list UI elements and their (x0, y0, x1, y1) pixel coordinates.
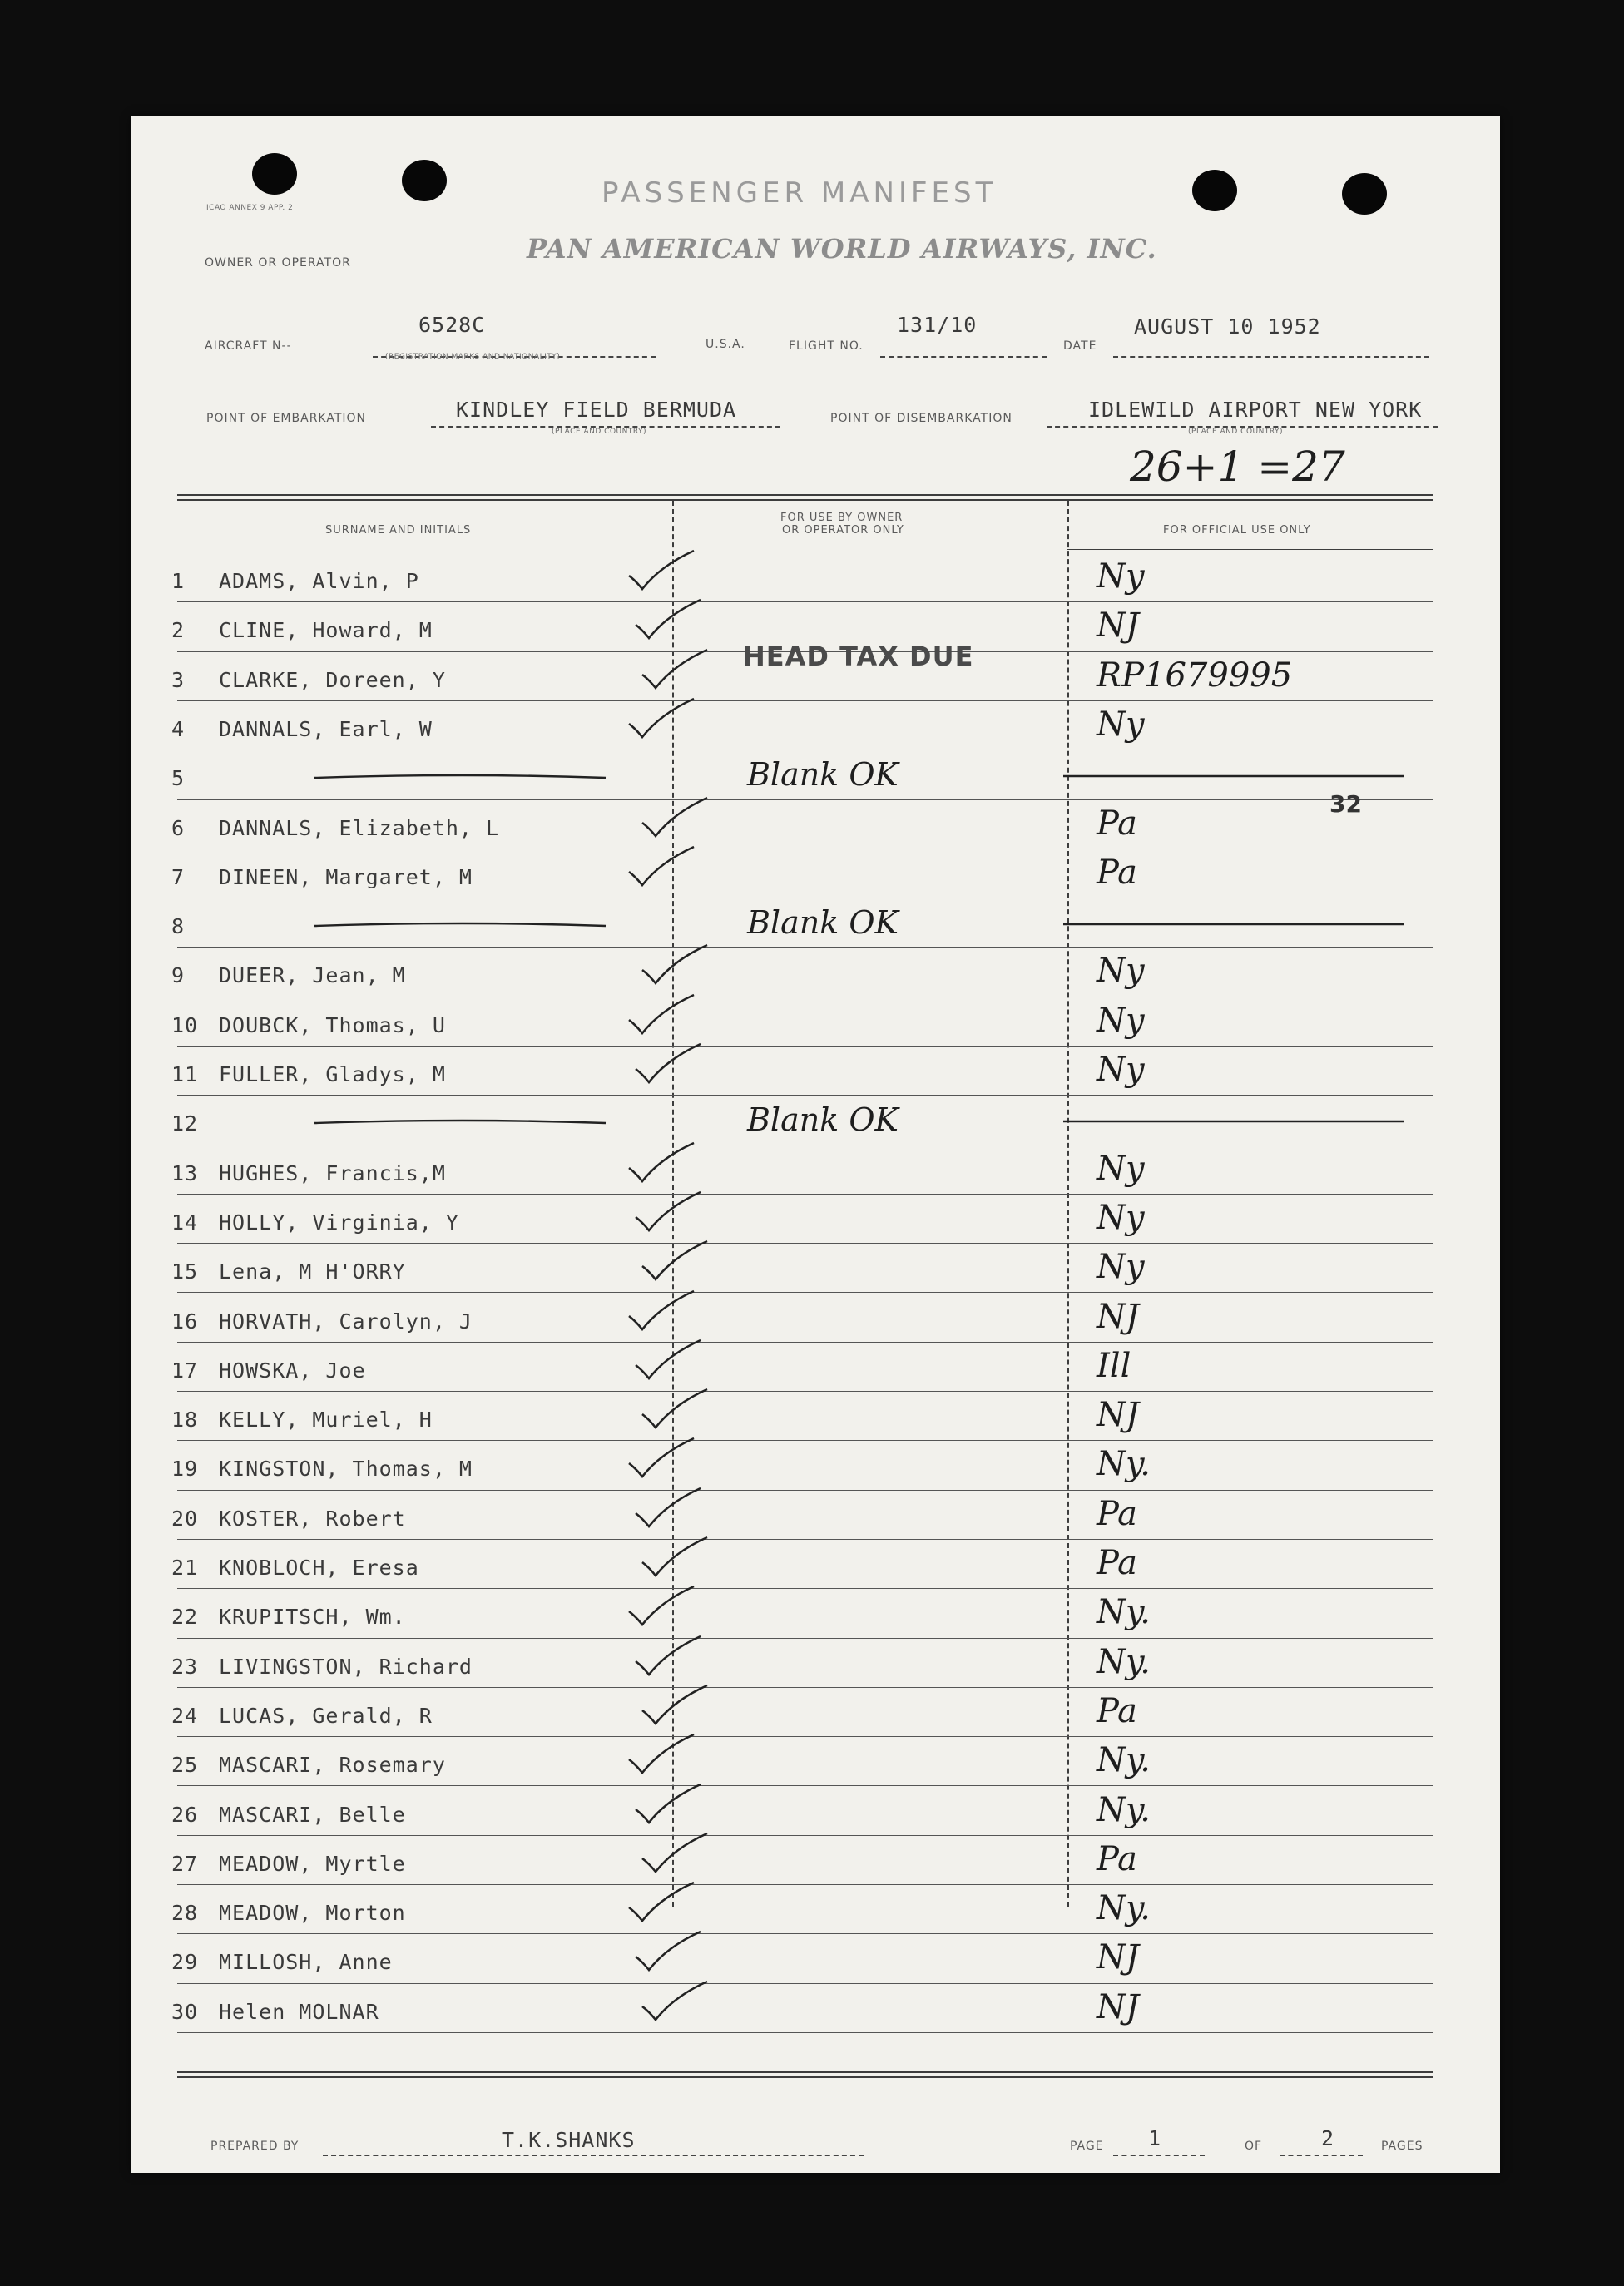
passenger-name: CLINE, Howard, M (219, 618, 433, 642)
row-number: 3 (171, 668, 186, 692)
table-row (131, 1248, 1500, 1297)
pages-label: PAGES (1381, 2140, 1423, 2153)
punch-hole (252, 153, 297, 195)
table-row (131, 952, 1500, 1001)
check-mark-icon (629, 1633, 704, 1679)
strike-line (215, 766, 1413, 791)
passenger-name: HOLLY, Virginia, Y (219, 1210, 459, 1235)
table-row (131, 1347, 1500, 1396)
row-number: 16 (171, 1309, 199, 1334)
page-value: 1 (1148, 2126, 1162, 2150)
official-note: Ny (1097, 1199, 1145, 1237)
official-note: Ny (1097, 1002, 1145, 1040)
passenger-name: KRUPITSCH, Wm. (219, 1605, 406, 1629)
passenger-name: DINEEN, Margaret, M (219, 865, 473, 889)
col-official-header: FOR OFFICIAL USE ONLY (1163, 524, 1311, 537)
row-number: 26 (171, 1803, 199, 1827)
disembark-label: POINT OF DISEMBARKATION (830, 412, 1013, 425)
official-note: Ny (1097, 1150, 1145, 1188)
punch-hole (1342, 173, 1387, 215)
row-number: 30 (171, 2000, 199, 2024)
table-row (131, 1051, 1500, 1100)
check-mark-icon (622, 1140, 697, 1185)
embark-label: POINT OF EMBARKATION (206, 412, 367, 425)
table-row (131, 903, 1500, 952)
aircraft-label: AIRCRAFT N-- (205, 339, 292, 353)
disembark-value: IDLEWILD AIRPORT NEW YORK (1088, 398, 1423, 422)
col-surname-header: SURNAME AND INITIALS (325, 524, 472, 537)
table-row (131, 1495, 1500, 1544)
row-number: 14 (171, 1210, 199, 1235)
table-row (131, 1791, 1500, 1840)
official-note: Ny (1097, 557, 1145, 596)
passenger-name: DANNALS, Earl, W (219, 717, 433, 741)
passenger-name: MEADOW, Myrtle (219, 1852, 406, 1876)
table-row (131, 1988, 1500, 2037)
check-mark-icon (629, 1337, 704, 1383)
check-mark-icon (629, 596, 704, 642)
check-mark-icon (622, 844, 697, 889)
passenger-name: Lena, M H'ORRY (219, 1259, 406, 1284)
head-tax-stamp: HEAD TAX DUE (743, 641, 974, 672)
strike-line (215, 1111, 1413, 1136)
table-row (131, 1298, 1500, 1347)
row-number: 11 (171, 1062, 199, 1086)
official-note: Ny. (1097, 1643, 1151, 1681)
row-number: 5 (171, 766, 186, 790)
row-number: 1 (171, 569, 186, 593)
passenger-name: DANNALS, Elizabeth, L (219, 816, 500, 840)
table-row (131, 1199, 1500, 1248)
official-note: Pa (1097, 1692, 1137, 1730)
check-mark-icon (622, 1435, 697, 1481)
table-row (131, 557, 1500, 606)
official-note: NJ (1097, 1988, 1140, 2026)
strike-line (215, 914, 1413, 939)
passenger-name: LIVINGSTON, Richard (219, 1655, 473, 1679)
row-number: 12 (171, 1111, 199, 1136)
check-mark-icon (622, 695, 697, 741)
table-row (131, 1445, 1500, 1494)
table-row (131, 705, 1500, 755)
check-mark-icon (622, 1583, 697, 1629)
passenger-name: DOUBCK, Thomas, U (219, 1013, 446, 1037)
table-row (131, 1643, 1500, 1692)
passenger-name: ADAMS, Alvin, P (219, 569, 419, 593)
official-note: Ny. (1097, 1741, 1151, 1779)
row-number: 18 (171, 1408, 199, 1432)
official-note: Pa (1097, 1544, 1137, 1582)
table-row (131, 1396, 1500, 1445)
row-number: 19 (171, 1457, 199, 1481)
official-note: Ny. (1097, 1791, 1151, 1829)
row-number: 21 (171, 1556, 199, 1580)
date-value: AUGUST 10 1952 (1134, 314, 1321, 339)
passenger-name: MEADOW, Morton (219, 1901, 406, 1925)
place-note: (PLACE AND COUNTRY) (552, 428, 647, 436)
row-number: 24 (171, 1704, 199, 1728)
official-note: Ny. (1097, 1593, 1151, 1631)
official-note: Pa (1097, 804, 1137, 843)
usa-label: U.S.A. (706, 338, 745, 351)
passenger-name: FULLER, Gladys, M (219, 1062, 446, 1086)
of-label: OF (1245, 2140, 1263, 2153)
row-number: 28 (171, 1901, 199, 1925)
official-note: Ny (1097, 1051, 1145, 1089)
passenger-name: KINGSTON, Thomas, M (219, 1457, 473, 1481)
row-number: 17 (171, 1358, 199, 1383)
row-number: 22 (171, 1605, 199, 1629)
passenger-name: CLARKE, Doreen, Y (219, 668, 446, 692)
passenger-name: KNOBLOCH, Eresa (219, 1556, 419, 1580)
passenger-name: Helen MOLNAR (219, 2000, 379, 2024)
row-number: 23 (171, 1655, 199, 1679)
table-row (131, 1544, 1500, 1593)
table-row (131, 1692, 1500, 1741)
official-note: Pa (1097, 1495, 1137, 1533)
check-mark-icon (636, 1978, 710, 2024)
official-note: Ny (1097, 1248, 1145, 1286)
owner-note: Blank OK (747, 1101, 899, 1138)
official-note: NJ (1097, 1938, 1140, 1977)
official-note: Ny (1097, 705, 1145, 744)
passenger-count-note: 26+1 =27 (1130, 443, 1345, 491)
table-row (131, 854, 1500, 903)
check-mark-icon (629, 1485, 704, 1531)
row-number: 15 (171, 1259, 199, 1284)
table-row (131, 1150, 1500, 1199)
check-mark-icon (636, 1386, 710, 1432)
table-row (131, 1741, 1500, 1790)
table-row (131, 1100, 1500, 1149)
passenger-name: KOSTER, Robert (219, 1507, 406, 1531)
place-note-2: (PLACE AND COUNTRY) (1188, 428, 1284, 436)
passenger-name: HUGHES, Francis,M (219, 1161, 446, 1185)
check-mark-icon (622, 547, 697, 593)
passenger-name: DUEER, Jean, M (219, 963, 406, 987)
table-row (131, 1002, 1500, 1051)
table-row (131, 1593, 1500, 1642)
official-note: Ny. (1097, 1445, 1151, 1483)
official-note: NJ (1097, 606, 1140, 645)
official-note: Pa (1097, 1840, 1137, 1878)
row-number: 27 (171, 1852, 199, 1876)
row-number: 9 (171, 963, 186, 987)
company-name: PAN AMERICAN WORLD AIRWAYS, INC. (527, 233, 1157, 265)
official-note: Pa (1097, 854, 1137, 892)
check-mark-icon (622, 1731, 697, 1777)
form-title: PASSENGER MANIFEST (602, 176, 998, 210)
table-row (131, 804, 1500, 854)
check-mark-icon (622, 1879, 697, 1925)
row-number: 6 (171, 816, 186, 840)
check-mark-icon (636, 794, 710, 840)
embark-value: KINDLEY FIELD BERMUDA (456, 398, 737, 422)
passenger-name: HORVATH, Carolyn, J (219, 1309, 473, 1334)
check-mark-icon (636, 1534, 710, 1580)
official-note: Ny. (1097, 1889, 1151, 1927)
of-value: 2 (1321, 2126, 1335, 2150)
prepared-label: PREPARED BY (210, 2140, 300, 2153)
check-mark-icon (629, 1189, 704, 1235)
passenger-name: LUCAS, Gerald, R (219, 1704, 433, 1728)
passenger-name: MASCARI, Belle (219, 1803, 406, 1827)
flight-label: FLIGHT NO. (789, 339, 864, 353)
owner-note: Blank OK (747, 904, 899, 941)
passenger-name: HOWSKA, Joe (219, 1358, 366, 1383)
check-mark-icon (629, 1928, 704, 1974)
row-number: 7 (171, 865, 186, 889)
passenger-name: KELLY, Muriel, H (219, 1408, 433, 1432)
date-label: DATE (1063, 339, 1097, 353)
check-mark-icon (636, 942, 710, 987)
check-mark-icon (622, 1288, 697, 1334)
row-number: 2 (171, 618, 186, 642)
table-row (131, 1840, 1500, 1889)
check-mark-icon (636, 646, 710, 692)
official-note: RP1679995 (1097, 656, 1293, 695)
owner-note: Blank OK (747, 756, 899, 793)
check-mark-icon (636, 1682, 710, 1728)
page-label: PAGE (1070, 2140, 1104, 2153)
manifest-page (131, 116, 1500, 2173)
row-number: 10 (171, 1013, 199, 1037)
check-mark-icon (636, 1238, 710, 1284)
aircraft-value: 6528C (418, 313, 486, 337)
owner-label: OWNER OR OPERATOR (205, 256, 351, 270)
row-number: 4 (171, 717, 186, 741)
row-number: 13 (171, 1161, 199, 1185)
official-note: Ill (1097, 1347, 1131, 1385)
col-owner-header-2: OR OPERATOR ONLY (782, 524, 904, 537)
official-note: NJ (1097, 1396, 1140, 1434)
passenger-name: MASCARI, Rosemary (219, 1753, 446, 1777)
row-number: 29 (171, 1950, 199, 1974)
table-row (131, 755, 1500, 804)
flight-value: 131/10 (897, 313, 978, 337)
row-number: 8 (171, 914, 186, 938)
registration-note: (REGISTRATION MARKS AND NATIONALITY) (385, 353, 561, 361)
check-mark-icon (629, 1781, 704, 1827)
col-owner-header-1: FOR USE BY OWNER (780, 512, 904, 524)
punch-hole (402, 160, 447, 201)
row-number: 25 (171, 1753, 199, 1777)
passenger-name: MILLOSH, Anne (219, 1950, 393, 1974)
check-mark-icon (636, 1830, 710, 1876)
official-note: NJ (1097, 1298, 1140, 1336)
side-number: 32 (1329, 790, 1362, 818)
row-number: 20 (171, 1507, 199, 1531)
form-code: ICAO ANNEX 9 APP. 2 (206, 204, 294, 212)
table-row (131, 1889, 1500, 1938)
official-note: Ny (1097, 952, 1145, 990)
table-row (131, 1938, 1500, 1987)
check-mark-icon (629, 1041, 704, 1086)
prepared-value: T.K.SHANKS (502, 2128, 636, 2152)
punch-hole (1192, 170, 1237, 211)
check-mark-icon (622, 992, 697, 1037)
